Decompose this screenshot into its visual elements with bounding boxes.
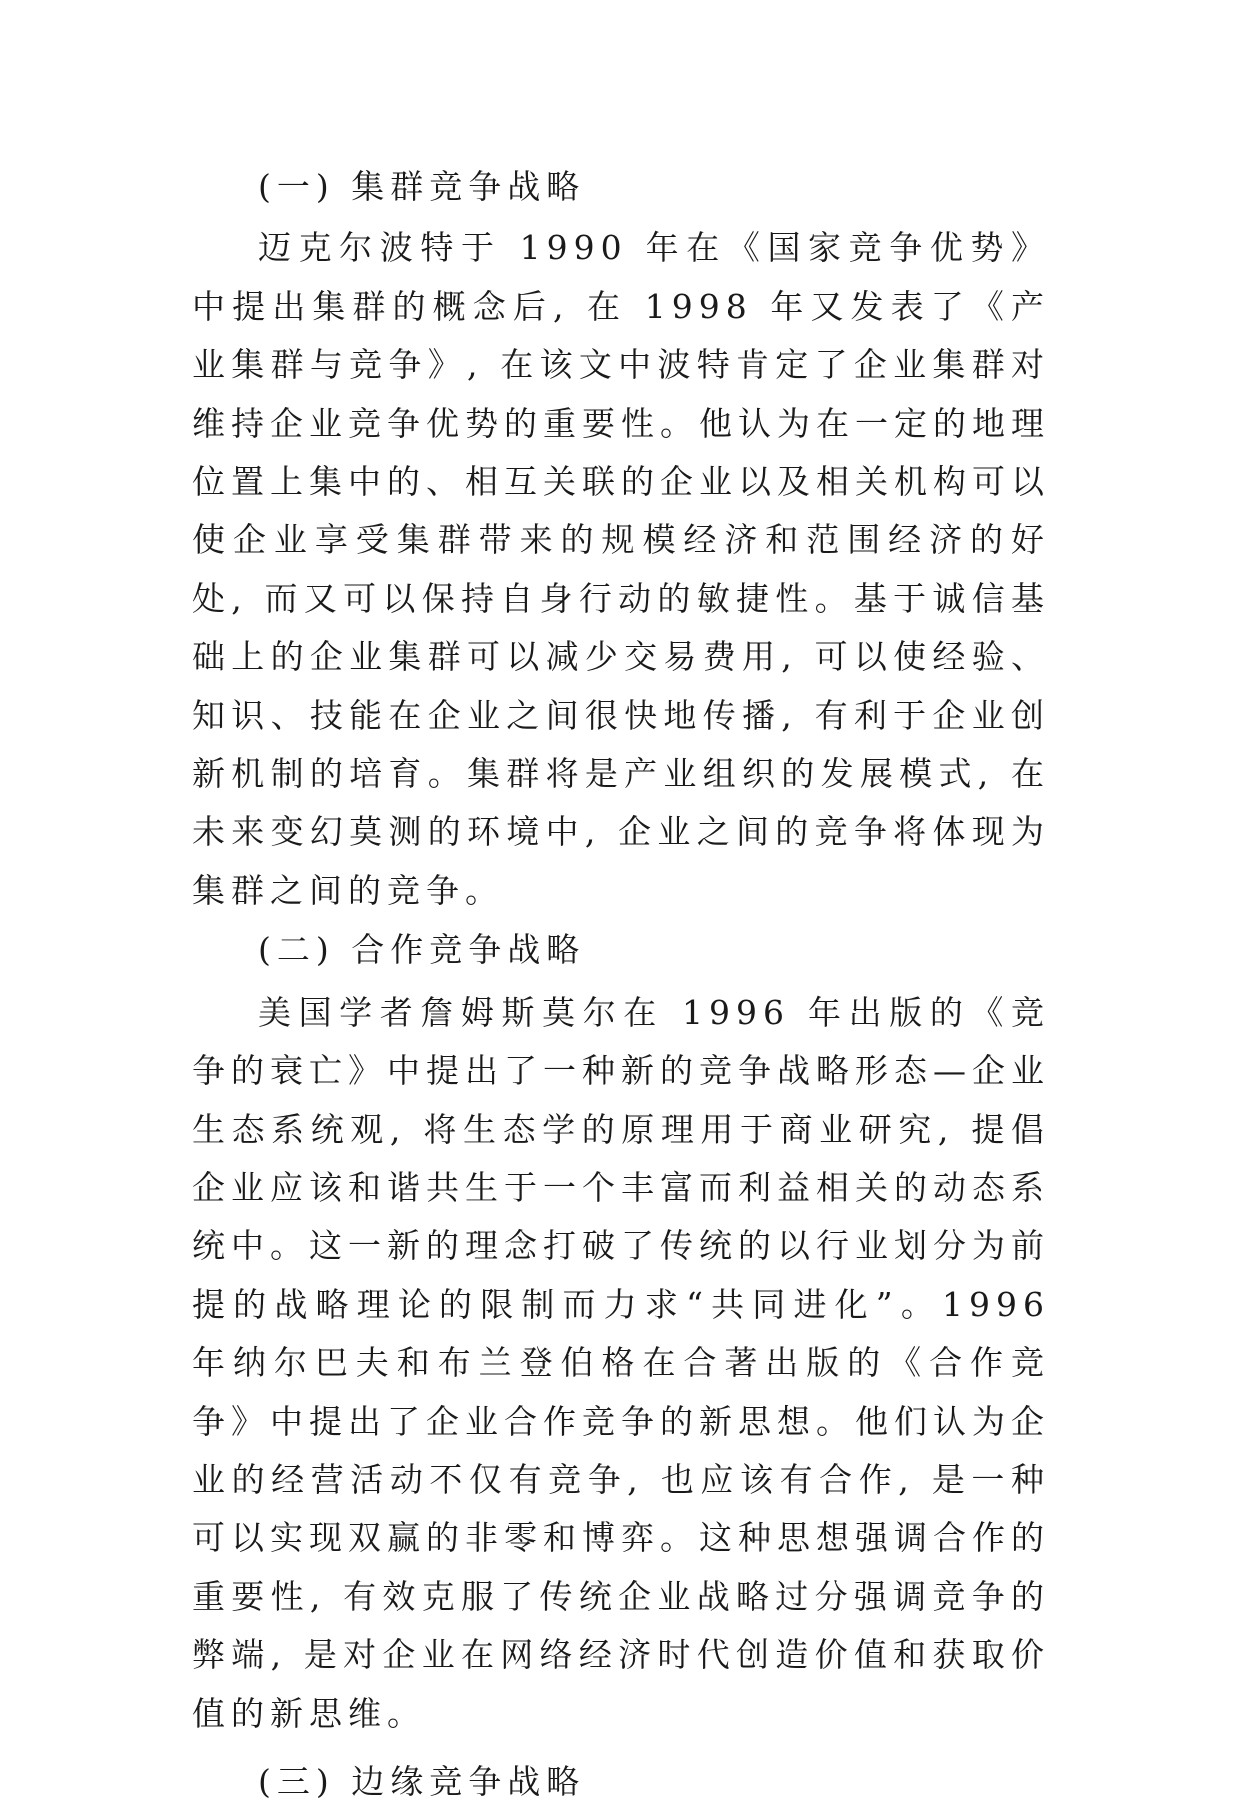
section-heading-1: (一) 集群竞争战略 xyxy=(258,167,586,206)
section-paragraph-2: 美国学者詹姆斯莫尔在 1996 年出版的《竞争的衰亡》中提出了一种新的竞争战略形态—企业生态系统观, 将生态学的原理用于商业研究, 提倡企业应该和谐共生于一个丰富而利益相关的动态系统中。这一新的理念打破了传统的以行业划分为前提的战略理论的限制而力求“共同进化”。1996 年纳尔巴夫和布兰登伯格在合著出版的《合作竞争》中提出了企业合作竞争的新思想。他们认为企业的经营活动不仅有竞争, 也应该有合作, 是一种可以实现双赢的非零和博弈。这种思想强调合作的重要性, 有效克服了传统企业战略过分强调竞争的弊端, 是对企业在网络经济时代创造价值和获取价值的新思维。 xyxy=(192,992,1050,1733)
section-paragraph-1: 迈克尔波特于 1990 年在《国家竞争优势》中提出集群的概念后, 在 1998 年又发表了《产业集群与竞争》, 在该文中波特肯定了企业集群对维持企业竞争优势的重要性。他认为在一定的地理位置上集中的、相互关联的企业以及相关机构可以使企业享受集群带来的规模经济和范围经济的好处, 而又可以保持自身行动的敏捷性。基于诚信基础上的企业集群可以减少交易费用, 可以使经验、知识、技能在企业之间很快地传播, 有利于企业创新机制的培育。集群将是产业组织的发展模式, 在未来变幻莫测的环境中, 企业之间的竞争将体现为集群之间的竞争。 xyxy=(192,228,1050,910)
section-heading-2: (二) 合作竞争战略 xyxy=(258,930,586,970)
document-body xyxy=(192,158,1050,1811)
section-heading-3: (三) 边缘竞争战略 xyxy=(258,1761,586,1801)
